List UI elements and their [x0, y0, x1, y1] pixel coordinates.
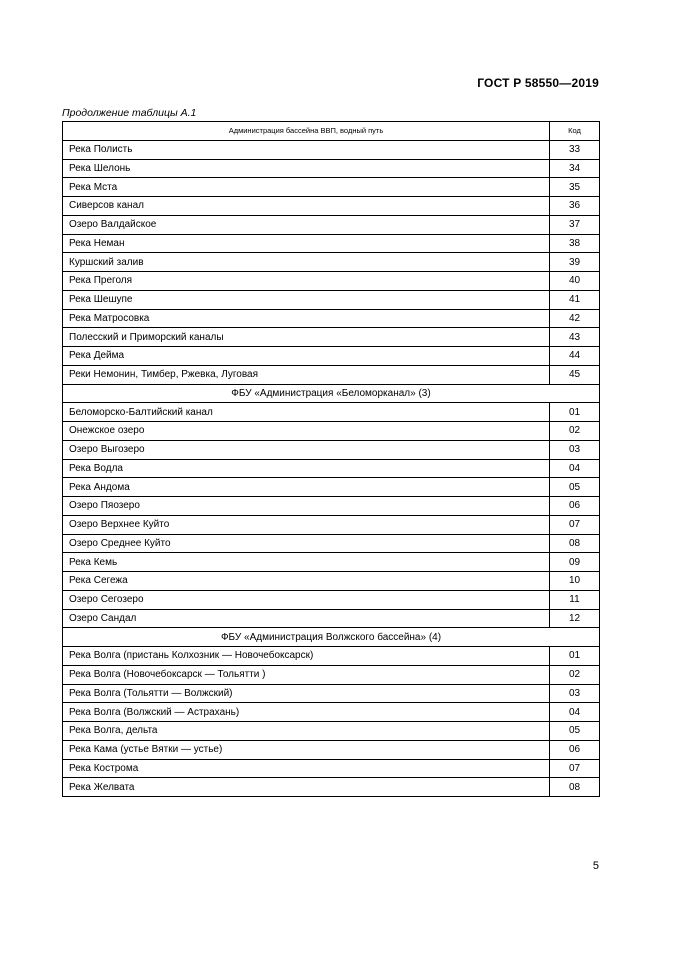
- standard-code: ГОСТ Р 58550—2019: [477, 76, 599, 90]
- table-row: [63, 422, 600, 441]
- table-row: [63, 365, 600, 384]
- waterway-code: 38: [550, 234, 600, 253]
- waterway-code: 02: [550, 665, 600, 684]
- waterway-code: 04: [550, 703, 600, 722]
- waterway-code: 35: [550, 178, 600, 197]
- table-row: [63, 497, 600, 516]
- waterway-name: Реки Немонин, Тимбер, Ржевка, Луговая: [63, 365, 550, 384]
- table-row: [63, 234, 600, 253]
- waterway-code: 10: [550, 572, 600, 591]
- waterway-code: 01: [550, 647, 600, 666]
- waterway-code: 36: [550, 197, 600, 216]
- waterway-code: 42: [550, 309, 600, 328]
- table-row: [63, 553, 600, 572]
- waterway-name: Беломорско-Балтийский канал: [63, 403, 550, 422]
- waterway-name: Река Кемь: [63, 553, 550, 572]
- table-row: [63, 665, 600, 684]
- waterway-code: 39: [550, 253, 600, 272]
- table-row: [63, 684, 600, 703]
- waterway-code: 02: [550, 422, 600, 441]
- waterway-code: 01: [550, 403, 600, 422]
- table-row: [63, 703, 600, 722]
- waterway-name: Куршский залив: [63, 253, 550, 272]
- table-row: [63, 740, 600, 759]
- waterway-code: 45: [550, 365, 600, 384]
- table-row: [63, 515, 600, 534]
- waterway-code: 07: [550, 515, 600, 534]
- waterway-code: 03: [550, 440, 600, 459]
- section-title: ФБУ «Администрация «Беломорканал» (3): [63, 384, 600, 403]
- waterway-code: 34: [550, 159, 600, 178]
- table-row: [63, 328, 600, 347]
- section-row: [63, 628, 600, 647]
- waterway-code: 05: [550, 722, 600, 741]
- waterway-name: Озеро Сегозеро: [63, 590, 550, 609]
- waterway-name: Озеро Валдайское: [63, 215, 550, 234]
- table-row: [63, 347, 600, 366]
- waterway-code: 04: [550, 459, 600, 478]
- waterway-code: 12: [550, 609, 600, 628]
- waterway-name: Озеро Верхнее Куйто: [63, 515, 550, 534]
- waterway-name: Река Волга (Волжский — Астрахань): [63, 703, 550, 722]
- waterway-name: Река Волга (пристань Колхозник — Новочебоксарск): [63, 647, 550, 666]
- waterway-name: Река Матросовка: [63, 309, 550, 328]
- waterway-name: Озеро Выгозеро: [63, 440, 550, 459]
- waterway-name: Река Волга (Тольятти — Волжский): [63, 684, 550, 703]
- waterway-code: 41: [550, 290, 600, 309]
- table-row: [63, 140, 600, 159]
- waterway-name: Река Кама (устье Вятки — устье): [63, 740, 550, 759]
- waterway-code: 03: [550, 684, 600, 703]
- table-row: [63, 253, 600, 272]
- table-row: [63, 478, 600, 497]
- table-row: [63, 722, 600, 741]
- waterway-code: 43: [550, 328, 600, 347]
- table-header-row: [63, 122, 600, 141]
- table-row: [63, 440, 600, 459]
- waterway-name: Река Полисть: [63, 140, 550, 159]
- section-row: [63, 384, 600, 403]
- waterway-code: 44: [550, 347, 600, 366]
- waterway-name: Река Андома: [63, 478, 550, 497]
- table-row: [63, 215, 600, 234]
- waterway-code: 06: [550, 497, 600, 516]
- waterway-name: Река Дейма: [63, 347, 550, 366]
- table-row: [63, 309, 600, 328]
- waterway-code: 06: [550, 740, 600, 759]
- table-body: [63, 140, 600, 796]
- table-row: [63, 272, 600, 291]
- waterway-name: Полесский и Приморский каналы: [63, 328, 550, 347]
- waterway-name: Озеро Пяозеро: [63, 497, 550, 516]
- table-caption: Продолжение таблицы А.1: [62, 107, 197, 119]
- waterway-name: Река Шелонь: [63, 159, 550, 178]
- waterway-code: 33: [550, 140, 600, 159]
- waterway-name: Озеро Среднее Куйто: [63, 534, 550, 553]
- waterway-code: 37: [550, 215, 600, 234]
- table-row: [63, 647, 600, 666]
- waterway-name: Река Неман: [63, 234, 550, 253]
- table-row: [63, 778, 600, 797]
- table-row: [63, 178, 600, 197]
- page-number: 5: [592, 860, 599, 872]
- column-header-name: Администрация бассейна ВВП, водный путь: [63, 122, 550, 141]
- waterway-name: Река Кострома: [63, 759, 550, 778]
- waterway-name: Река Преголя: [63, 272, 550, 291]
- waterway-name: Сиверсов канал: [63, 197, 550, 216]
- waterways-table: [62, 121, 600, 797]
- table-row: [63, 534, 600, 553]
- table-row: [63, 609, 600, 628]
- waterway-name: Река Водла: [63, 459, 550, 478]
- table-row: [63, 759, 600, 778]
- waterway-name: Река Волга, дельта: [63, 722, 550, 741]
- waterway-code: 08: [550, 534, 600, 553]
- table-row: [63, 197, 600, 216]
- waterway-name: Река Сегежа: [63, 572, 550, 591]
- waterway-name: Река Волга (Новочебоксарск — Тольятти ): [63, 665, 550, 684]
- waterway-name: Река Шешупе: [63, 290, 550, 309]
- table-row: [63, 290, 600, 309]
- waterway-code: 40: [550, 272, 600, 291]
- section-title: ФБУ «Администрация Волжского бассейна» (4): [63, 628, 600, 647]
- waterway-code: 07: [550, 759, 600, 778]
- waterway-code: 11: [550, 590, 600, 609]
- table-row: [63, 572, 600, 591]
- waterway-code: 05: [550, 478, 600, 497]
- column-header-code: Код: [550, 122, 600, 141]
- waterway-name: Озеро Сандал: [63, 609, 550, 628]
- waterway-name: Река Желвата: [63, 778, 550, 797]
- waterway-code: 08: [550, 778, 600, 797]
- table-row: [63, 590, 600, 609]
- table-row: [63, 403, 600, 422]
- table-row: [63, 459, 600, 478]
- waterway-name: Онежское озеро: [63, 422, 550, 441]
- table-row: [63, 159, 600, 178]
- waterway-code: 09: [550, 553, 600, 572]
- waterway-name: Река Мста: [63, 178, 550, 197]
